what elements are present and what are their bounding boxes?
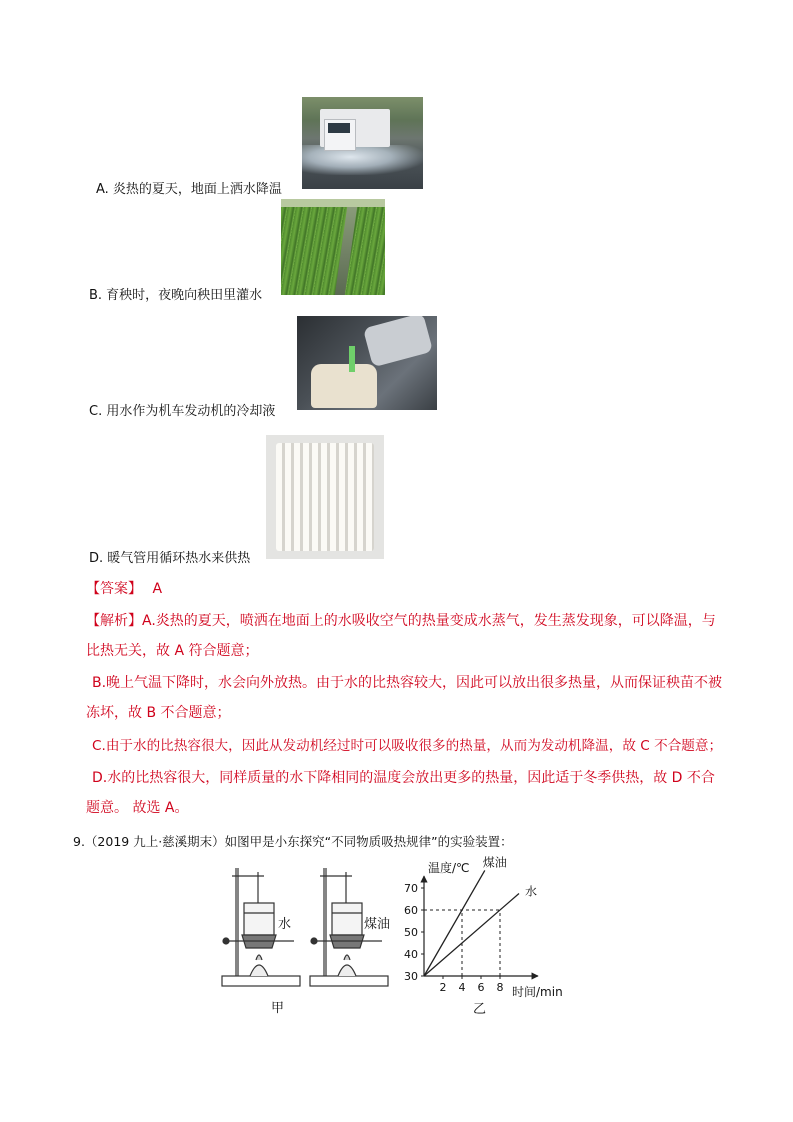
caption-yi: 乙 [473, 1002, 487, 1017]
chart [400, 856, 580, 1006]
y-tick-label: 40 [404, 948, 418, 961]
series-label-water: 水 [525, 884, 538, 899]
photo-radiator [266, 435, 384, 559]
option-d-label: D. 暖气管用循环热水来供热 [89, 551, 251, 566]
answer-value: A [152, 581, 163, 597]
option-a-label: A. 炎热的夏天，地面上洒水降温 [96, 182, 282, 197]
option-c-label: C. 用水作为机车发动机的冷却液 [89, 404, 276, 419]
answer-line [86, 574, 162, 604]
photo-rice-paddy [281, 199, 385, 295]
analysis-p2: B.晚上气温下降时，水会向外放热。由于水的比热容较大，因此可以放出很多热量，从而保证秧苗不被冻坏，故 B 不合题意； [86, 675, 723, 721]
y-tick-label: 70 [404, 882, 418, 895]
caption-jia: 甲 [271, 1001, 285, 1016]
x-tick-label: 8 [496, 981, 504, 994]
label-water: 水 [278, 917, 292, 932]
answer-tag: 【答案】 [86, 581, 142, 597]
analysis-tag: 【解析】 [86, 613, 142, 629]
analysis-text-a: A.炎热的夏天，喷洒在地面上的水吸收空气的热量变成水蒸气，发生蒸发现象，可以降温，与比热无关，故 A 符合题意； [86, 613, 716, 659]
analysis-p3: C.由于水的比热容很大，因此从发动机经过时可以吸收很多的热量，从而为发动机降温，故 C 不合题意； [92, 738, 723, 754]
analysis-p4: D.水的比热容很大，同样质量的水下降相同的温度会放出更多的热量，因此适于冬季供热，故 D 不合题意。 故选 A。 [86, 770, 715, 816]
option-b-label: B. 育秧时，夜晚向秧田里灌水 [89, 288, 263, 303]
y-tick-label: 30 [404, 970, 418, 983]
y-tick-label: 50 [404, 926, 418, 939]
x-tick-label: 4 [458, 981, 466, 994]
question-9-text: 9.（2019 九上·慈溪期末）如图甲是小东探究“不同物质吸热规律”的实验装置： [73, 834, 513, 849]
x-tick-label: 6 [477, 981, 485, 994]
photo-street-washing [302, 97, 423, 189]
series-label-kerosene: 煤油 [482, 856, 507, 870]
apparatus-figure [214, 858, 404, 998]
analysis-p1 [86, 606, 726, 666]
series-line-water [424, 894, 519, 977]
x-tick-label: 2 [439, 981, 447, 994]
series-line-kerosene [424, 870, 485, 976]
label-kerosene: 煤油 [364, 917, 391, 932]
y-tick-label: 60 [404, 904, 418, 917]
photo-engine-coolant [297, 316, 437, 410]
x-axis-label: 时间/min [512, 985, 563, 999]
y-axis-label: 温度/℃ [428, 861, 470, 875]
